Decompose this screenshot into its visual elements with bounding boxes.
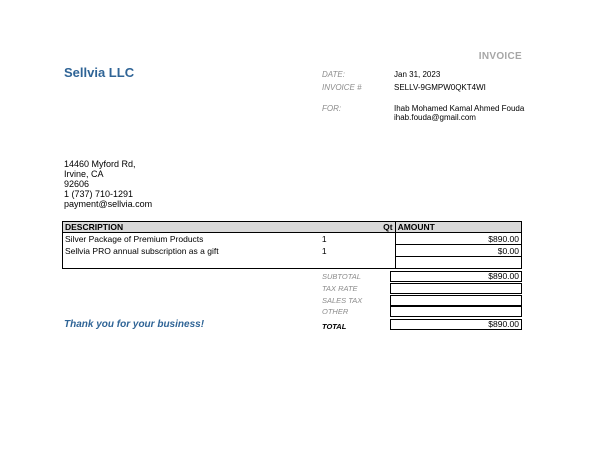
other-label: OTHER: [322, 307, 349, 316]
row-amount: $0.00: [395, 245, 521, 257]
address-street: 14460 Myford Rd,: [64, 159, 136, 169]
sales-tax-label: SALES TAX: [322, 296, 363, 305]
thank-you-message: Thank you for your business!: [64, 319, 205, 330]
row-qty: 1: [321, 233, 327, 244]
line-items-table: [62, 221, 522, 269]
bill-to-label: FOR:: [322, 104, 342, 113]
qty-header: Qt: [266, 222, 395, 233]
row-description-empty: [63, 257, 267, 269]
date-value: Jan 31, 2023: [394, 70, 441, 79]
date-label: DATE:: [322, 70, 345, 79]
tax-rate-label: TAX RATE: [322, 284, 358, 293]
table-row-empty: [63, 257, 522, 269]
address-email: payment@sellvia.com: [64, 199, 153, 209]
other-value: [390, 306, 522, 317]
address-phone: 1 (737) 710-1291: [64, 189, 134, 199]
row-description: Silver Package of Premium Products: [63, 233, 267, 245]
invoice-number-label: INVOICE #: [322, 83, 362, 92]
invoice-number-value: SELLV-9GMPW0QKT4WI: [394, 83, 486, 92]
row-amount: $890.00: [395, 233, 521, 245]
amount-header: AMOUNT: [395, 222, 521, 233]
bill-to-email: ihab.fouda@gmail.com: [394, 113, 476, 122]
total-value: $890.00: [390, 319, 522, 330]
row-description: Sellvia PRO annual subscription as a gift: [63, 245, 267, 257]
row-qty-empty: [266, 257, 395, 269]
sales-tax-value: [390, 295, 522, 306]
description-header: DESCRIPTION: [63, 222, 267, 233]
subtotal-value: $890.00: [390, 271, 522, 282]
row-qty: 1: [321, 245, 327, 256]
company-name: Sellvia LLC: [64, 65, 135, 80]
address-zip: 92606: [64, 179, 90, 189]
table-header-row: [63, 222, 522, 233]
invoice-heading: INVOICE: [478, 51, 522, 62]
bill-to-name: Ihab Mohamed Kamal Ahmed Fouda: [394, 104, 525, 113]
table-row: [63, 233, 522, 245]
table-row: [63, 245, 522, 257]
total-label: TOTAL: [322, 322, 347, 331]
subtotal-label: SUBTOTAL: [322, 272, 361, 281]
tax-rate-value: [390, 283, 522, 294]
row-amount-empty: [395, 257, 521, 269]
address-city: Irvine, CA: [64, 169, 104, 179]
